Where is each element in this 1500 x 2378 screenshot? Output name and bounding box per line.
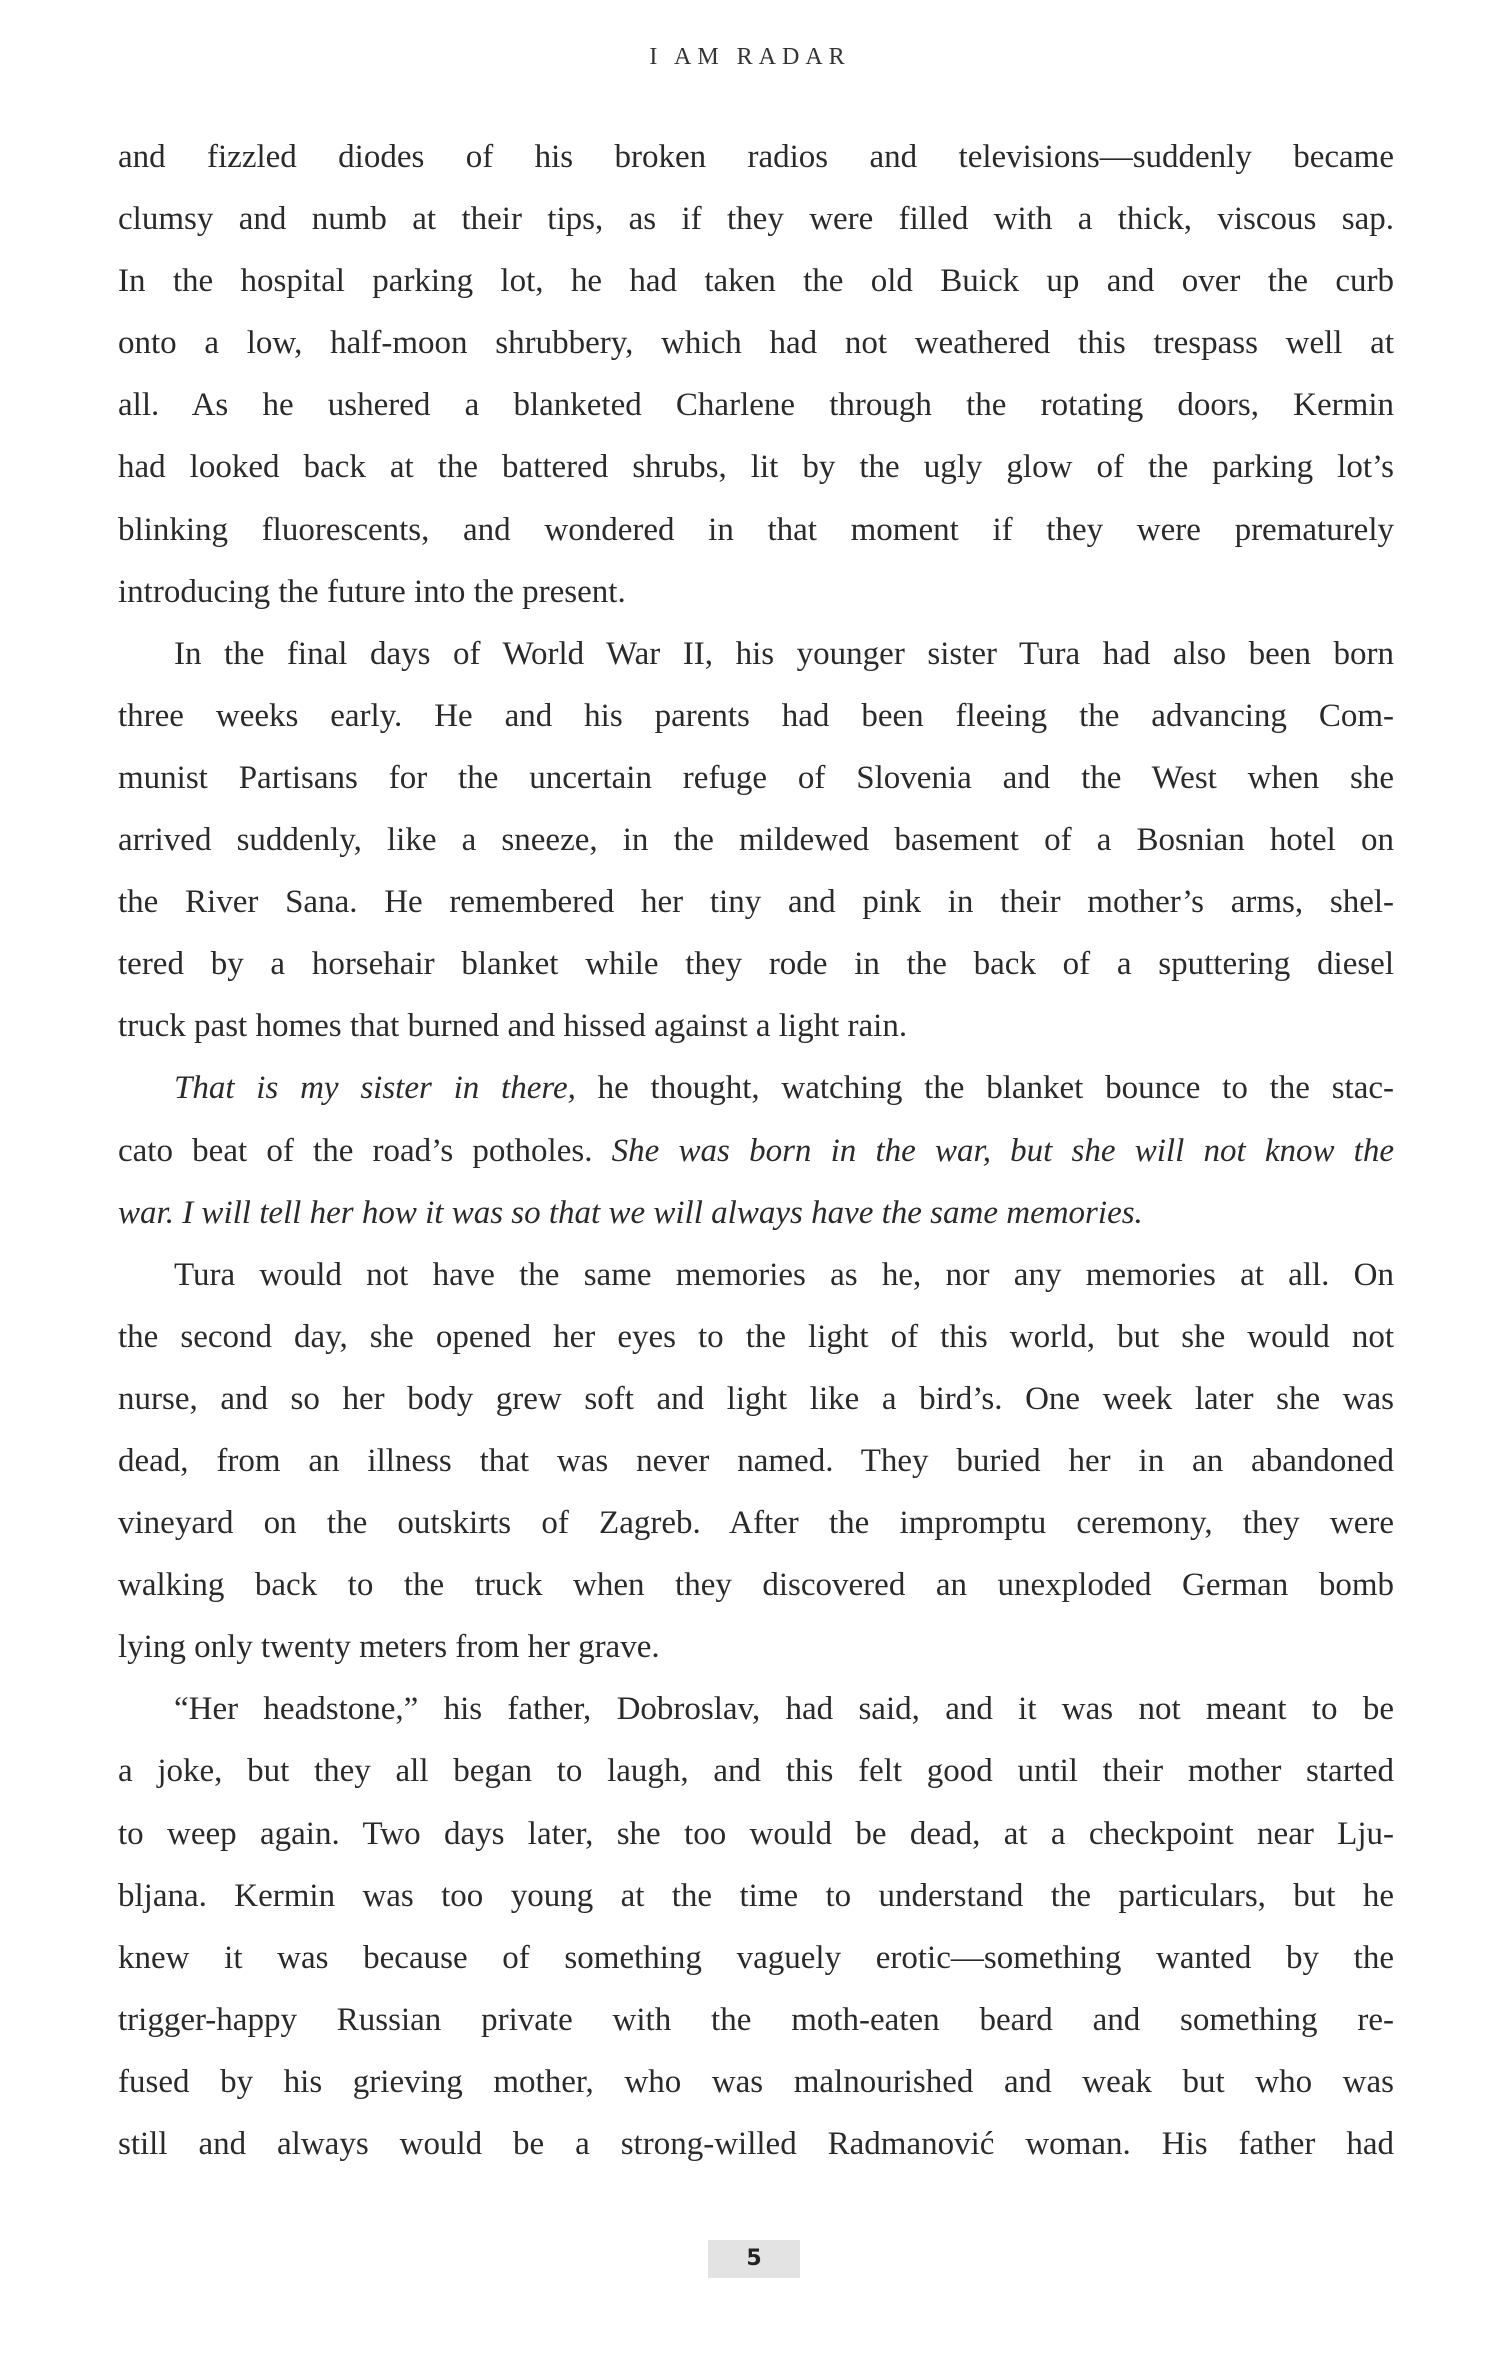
text-segment: three weeks early. He and his parents had been fleeing the advancing Com- <box>118 697 1394 734</box>
text-line <box>118 1057 1394 1119</box>
text-segment: “Her headstone,” his father, Dobroslav, had said, and it was not meant to be <box>174 1691 1394 1728</box>
text-segment: In the hospital parking lot, he had taken the old Buick up and over the curb <box>118 263 1394 300</box>
text-segment: trigger-happy Russian private with the moth-eaten beard and something re- <box>118 2001 1394 2038</box>
text-segment: onto a low, half-moon shrubbery, which had not weathered this trespass well at <box>118 325 1394 362</box>
text-segment: clumsy and numb at their tips, as if they were filled with a thick, viscous sap. <box>118 201 1394 238</box>
text-segment: Tura would not have the same memories as he, nor any memories at all. On <box>174 1256 1394 1293</box>
text-line <box>118 871 1394 933</box>
text-line <box>118 747 1394 809</box>
text-line <box>118 809 1394 871</box>
text-segment: walking back to the truck when they discovered an unexploded German bomb <box>118 1567 1394 1604</box>
text-line <box>118 561 1394 623</box>
text-segment: still and always would be a strong-willed Radmanović woman. His father had <box>118 2126 1394 2162</box>
text-line <box>118 2051 1394 2113</box>
text-segment: introducing the future into the present. <box>118 573 626 610</box>
text-line <box>118 126 1394 188</box>
running-head: I AM RADAR <box>649 44 851 70</box>
text-segment: cato beat of the road’s potholes. <box>118 1132 612 1169</box>
body-text <box>118 126 1394 2175</box>
text-segment: the River Sana. He remembered her tiny and pink in their mother’s arms, shel- <box>118 884 1394 921</box>
italic-text: She was born in the war, but she will not know the <box>611 1132 1394 1169</box>
text-segment: truck past homes that burned and hissed against a light rain. <box>118 1008 908 1045</box>
text-line <box>118 2113 1394 2175</box>
text-line <box>118 1368 1394 1430</box>
text-line <box>118 685 1394 747</box>
text-line <box>118 436 1394 498</box>
text-segment: fused by his grieving mother, who was malnourished and weak but who was <box>118 2063 1394 2100</box>
text-line <box>118 1430 1394 1492</box>
italic-text: war. I will tell her how it was so that we will always have the same memories. <box>118 1194 1143 1231</box>
text-line <box>118 1803 1394 1865</box>
text-segment: bljana. Kermin was too young at the time to understand the particulars, but he <box>118 1877 1394 1914</box>
text-segment: arrived suddenly, like a sneeze, in the mildewed basement of a Bosnian hotel on <box>118 822 1394 859</box>
text-segment: a joke, but they all began to laugh, and this felt good until their mother started <box>118 1753 1394 1790</box>
text-segment: vineyard on the outskirts of Zagreb. After the impromptu ceremony, they were <box>118 1505 1394 1542</box>
text-line <box>118 1120 1394 1182</box>
text-segment: lying only twenty meters from her grave. <box>118 1629 660 1666</box>
text-line <box>118 1554 1394 1616</box>
text-segment: knew it was because of something vaguely erotic—something wanted by the <box>118 1939 1394 1976</box>
text-line <box>118 1492 1394 1554</box>
text-line <box>118 1244 1394 1306</box>
text-segment: and fizzled diodes of his broken radios and televisions—suddenly became <box>118 139 1394 175</box>
text-segment: blinking fluorescents, and wondered in that moment if they were prematurely <box>118 511 1394 548</box>
italic-text: That is my sister in there, <box>174 1070 576 1107</box>
page-number: 5 <box>708 2240 800 2278</box>
text-segment: dead, from an illness that was never named. They buried her in an abandoned <box>118 1442 1394 1479</box>
text-line <box>118 933 1394 995</box>
text-line <box>118 312 1394 374</box>
text-line <box>118 250 1394 312</box>
text-line <box>118 1182 1394 1244</box>
text-line <box>118 1306 1394 1368</box>
text-line <box>118 1927 1394 1989</box>
text-line <box>118 188 1394 250</box>
text-segment: munist Partisans for the uncertain refuge of Slovenia and the West when she <box>118 759 1394 796</box>
text-line <box>118 623 1394 685</box>
text-segment: to weep again. Two days later, she too would be dead, at a checkpoint near Lju- <box>118 1815 1394 1852</box>
text-segment: In the final days of World War II, his younger sister Tura had also been born <box>174 635 1394 672</box>
text-segment: tered by a horsehair blanket while they rode in the back of a sputtering diesel <box>118 946 1394 983</box>
text-segment: the second day, she opened her eyes to the light of this world, but she would not <box>118 1318 1394 1355</box>
text-line <box>118 1740 1394 1802</box>
text-segment: he thought, watching the blanket bounce to the stac- <box>575 1070 1394 1107</box>
text-line <box>118 499 1394 561</box>
text-line <box>118 1678 1394 1740</box>
text-line <box>118 374 1394 436</box>
text-segment: nurse, and so her body grew soft and light like a bird’s. One week later she was <box>118 1380 1394 1417</box>
text-line <box>118 1989 1394 2051</box>
text-line <box>118 995 1394 1057</box>
text-segment: all. As he ushered a blanketed Charlene through the rotating doors, Kermin <box>118 387 1394 424</box>
text-line <box>118 1865 1394 1927</box>
text-segment: had looked back at the battered shrubs, lit by the ugly glow of the parking lot’s <box>118 449 1394 486</box>
text-line <box>118 1616 1394 1678</box>
